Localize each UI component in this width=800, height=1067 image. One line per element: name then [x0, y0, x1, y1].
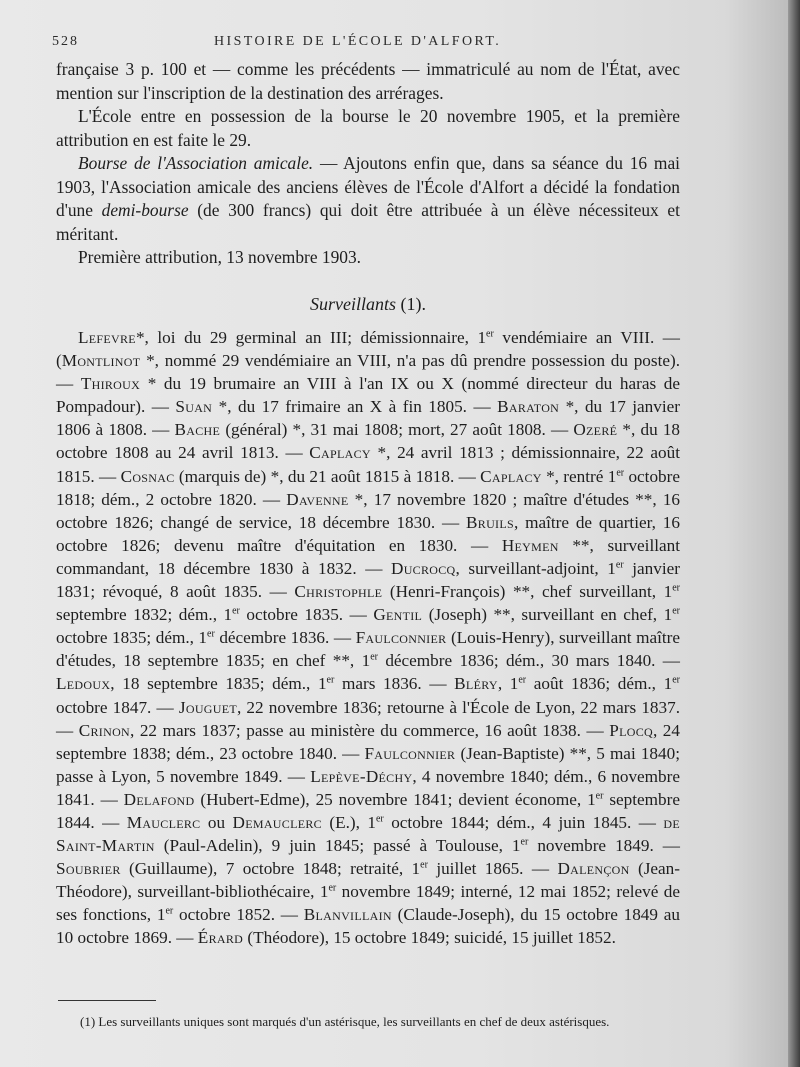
- entry-text: (Jean-Baptiste) **, 5 mai 1840; passe à Lyon, 5 novembre 1849. —: [56, 743, 680, 786]
- book-spine-shadow: [788, 0, 800, 1067]
- person-name: Ledoux: [56, 674, 111, 694]
- ordinal-suffix: er: [616, 466, 625, 478]
- entry-text: , 24 septembre 1838; dém., 23 octobre 1840. —: [56, 720, 680, 763]
- entry-text: (E.), 1: [321, 812, 376, 832]
- surveillants-list: [56, 326, 680, 950]
- person-name: Davenne: [286, 489, 349, 509]
- entry-text: *, du 17 frimaire an X à fin 1805. —: [212, 397, 498, 417]
- entry-text: (Joseph) **, surveillant en chef, 1: [422, 605, 673, 625]
- entry-text: , 18 septembre 1835; dém., 1: [110, 674, 327, 694]
- paragraph-text: — Ajoutons enfin que, dans sa séance du 16 mai 1903, l'Association amicale des anciens élèves de l'École d'Alfort a décidé la fondation d'une: [56, 153, 680, 220]
- entry-text: octobre 1852. —: [173, 905, 304, 925]
- entry-text: *, rentré 1: [541, 466, 617, 486]
- person-name: Baraton: [497, 397, 560, 417]
- person-name: Delafond: [123, 789, 195, 809]
- entry-text: septembre 1832; dém., 1: [56, 605, 233, 625]
- entry-text: (marquis de) *, du 21 août 1815 à 1818. —: [174, 466, 481, 486]
- ordinal-suffix: er: [375, 813, 384, 825]
- ordinal-suffix: er: [232, 605, 240, 617]
- entry-text: janvier 1831; révoqué, 8 août 1835. —: [56, 558, 680, 602]
- person-name: Lefevre: [78, 328, 136, 347]
- demi-bourse-term: demi-bourse: [101, 200, 189, 220]
- person-name: Montlinot: [61, 351, 141, 371]
- entry-text: (Paul-Adelin), 9 juin 1845; passé à Toulouse, 1: [154, 836, 521, 856]
- ordinal-suffix: er: [672, 674, 680, 686]
- entry-text: (général) *, 31 mai 1808; mort, 27 août 1808. —: [220, 420, 574, 440]
- page-body: [56, 58, 680, 950]
- entry-text: juillet 1865. —: [427, 859, 558, 879]
- person-name: Érard: [197, 928, 244, 948]
- entry-text: , 1: [497, 674, 519, 694]
- entry-text: vendémiaire an VIII. — (: [56, 328, 680, 371]
- person-name: Bache: [174, 420, 221, 440]
- person-name: Demauclerc: [232, 812, 322, 832]
- ordinal-suffix: er: [672, 605, 680, 617]
- entry-text: novembre 1849; interné, 12 mai 1852; relevé de ses fonctions, 1: [56, 882, 681, 925]
- ordinal-suffix: er: [328, 882, 337, 894]
- person-name: Mauclerc: [126, 812, 201, 832]
- entry-text: décembre 1836; dém., 30 mars 1840. —: [377, 651, 680, 671]
- entry-text: , maître de quartier, 16 octobre 1826; devenu maître d'équitation en 1830. —: [56, 512, 680, 555]
- person-name: Caplacy: [309, 443, 371, 463]
- ordinal-suffix: er: [420, 859, 428, 871]
- page-number: 528: [52, 34, 79, 49]
- entry-text: **, surveillant commandant, 18 décembre 1830 à 1832. —: [56, 535, 680, 578]
- entry-text: *, loi du 29 germinal an III; démissionnaire, 1: [135, 328, 487, 347]
- entry-text: novembre 1849. —: [528, 836, 680, 856]
- entry-text: *, 17 novembre 1820 ; maître d'études **, 16 octobre 1826; changé de service, 18 décembre 1830. —: [56, 489, 681, 532]
- entry-text: , 4 novembre 1840; dém., 6 novembre 1841. —: [56, 766, 680, 809]
- entry-text: (Claude-Joseph), du 15 octobre 1849 au 10 octobre 1869. —: [56, 905, 680, 948]
- ordinal-suffix: er: [520, 836, 529, 848]
- person-name: Christophle: [294, 582, 383, 602]
- person-name: Bruils: [466, 512, 514, 532]
- person-name: Blanvillain: [303, 905, 392, 925]
- entry-text: *, 24 avril 1813 ; démissionnaire, 22 août 1815. —: [56, 443, 680, 486]
- intro-paragraph-2: L'École entre en possession de la bourse le 20 novembre 1905, et la première attribution en est faite le 29.: [56, 106, 680, 150]
- person-name: Bléry: [454, 674, 498, 694]
- entry-text: *, du 17 janvier 1806 à 1808. —: [56, 397, 680, 440]
- person-name: Dalençon: [557, 859, 630, 879]
- ordinal-suffix: er: [207, 628, 215, 640]
- ordinal-suffix: er: [518, 674, 527, 686]
- person-name: Cosnac: [120, 466, 175, 486]
- ordinal-suffix: er: [615, 559, 624, 571]
- entry-text: (Hubert-Edme), 25 novembre 1841; devient économe, 1: [194, 789, 596, 809]
- ordinal-suffix: er: [672, 582, 680, 594]
- section-title: Surveillants: [310, 293, 396, 314]
- entry-text: (Guillaume), 7 octobre 1848; retraité, 1: [120, 859, 421, 879]
- bourse-title: Bourse de l'Association amicale.: [78, 153, 314, 173]
- person-name: Lepève-Déchy: [310, 766, 413, 786]
- entry-text: (Louis-Henry), surveillant maître d'études, 18 septembre 1835; en chef **, 1: [56, 628, 681, 671]
- entry-text: octobre 1835. —: [239, 605, 374, 625]
- running-title: HISTOIRE DE L'ÉCOLE D'ALFORT.: [214, 34, 502, 49]
- person-name: Heymen: [501, 535, 559, 555]
- intro-paragraph-1: française 3 p. 100 et — comme les précédents — immatriculé au nom de l'État, avec mention sur l'inscription de la destination des arrérages.: [56, 59, 680, 103]
- person-name: de Saint-Martin: [56, 812, 680, 856]
- entry-text: , 22 mars 1837; passe au ministère du commerce, 16 août 1838. —: [130, 720, 610, 740]
- entry-text: (Henri-François) **, chef surveillant, 1: [382, 582, 673, 602]
- footnote: (1) Les surveillants uniques sont marqués d'un astérisque, les surveillants en chef de deux astérisques.: [80, 1014, 610, 1029]
- person-name: Gentil: [373, 605, 423, 625]
- entry-text: , 22 novembre 1836; retourne à l'École de Lyon, 22 mars 1837. —: [56, 697, 680, 740]
- person-name: Faulconnier: [355, 628, 447, 648]
- entry-text: mars 1836. —: [334, 674, 455, 694]
- ordinal-suffix: er: [326, 674, 335, 686]
- entry-text: (Jean-Théodore), surveillant-bibliothécaire, 1: [56, 859, 680, 902]
- footnote-ref: (1).: [396, 293, 426, 314]
- person-name: Faulconnier: [364, 743, 456, 763]
- person-name: Ducrocq: [391, 558, 456, 578]
- section-heading: [56, 293, 680, 317]
- entry-text: , surveillant-adjoint, 1: [455, 558, 616, 578]
- person-name: Caplacy: [480, 466, 542, 486]
- entry-text: octobre 1835; dém., 1: [56, 628, 208, 648]
- entry-text: septembre 1844. —: [56, 789, 680, 832]
- person-name: Plocq: [609, 720, 653, 740]
- entry-text: (Théodore), 15 octobre 1849; suicidé, 15 juillet 1852.: [243, 928, 616, 948]
- paragraph-text: (de 300 francs) qui doit être attribuée à un élève nécessiteux et méritant.: [56, 200, 680, 244]
- footnote-rule: [58, 1000, 156, 1001]
- entry-text: * du 19 brumaire an VIII à l'an IX ou X (nommé directeur du haras de Pompadour). —: [56, 374, 680, 417]
- entry-text: octobre 1844; dém., 4 juin 1845. —: [383, 812, 664, 832]
- person-name: Suan: [175, 397, 213, 417]
- intro-paragraph-3: [56, 152, 680, 246]
- entry-text: octobre 1818; dém., 2 octobre 1820. —: [56, 466, 680, 509]
- person-name: Ozeré: [573, 420, 618, 440]
- ordinal-suffix: er: [370, 651, 378, 663]
- entry-text: *, nommé 29 vendémiaire an VIII, n'a pas dû prendre possession du poste). —: [56, 351, 680, 394]
- person-name: Soubrier: [56, 859, 121, 879]
- entry-text: octobre 1847. —: [56, 697, 179, 717]
- ordinal-suffix: er: [595, 790, 604, 802]
- entry-text: décembre 1836. —: [214, 628, 356, 648]
- entry-text: *, du 18 octobre 1808 au 24 avril 1813. —: [56, 420, 681, 463]
- person-name: Crinon: [78, 720, 130, 740]
- intro-paragraph-4: Première attribution, 13 novembre 1903.: [78, 247, 362, 267]
- person-name: Jouguet: [178, 697, 237, 717]
- person-name: Thiroux: [80, 374, 141, 394]
- entry-text: ou: [200, 812, 233, 832]
- ordinal-suffix: er: [486, 328, 494, 340]
- entry-text: août 1836; dém., 1: [526, 674, 673, 694]
- ordinal-suffix: er: [165, 905, 174, 917]
